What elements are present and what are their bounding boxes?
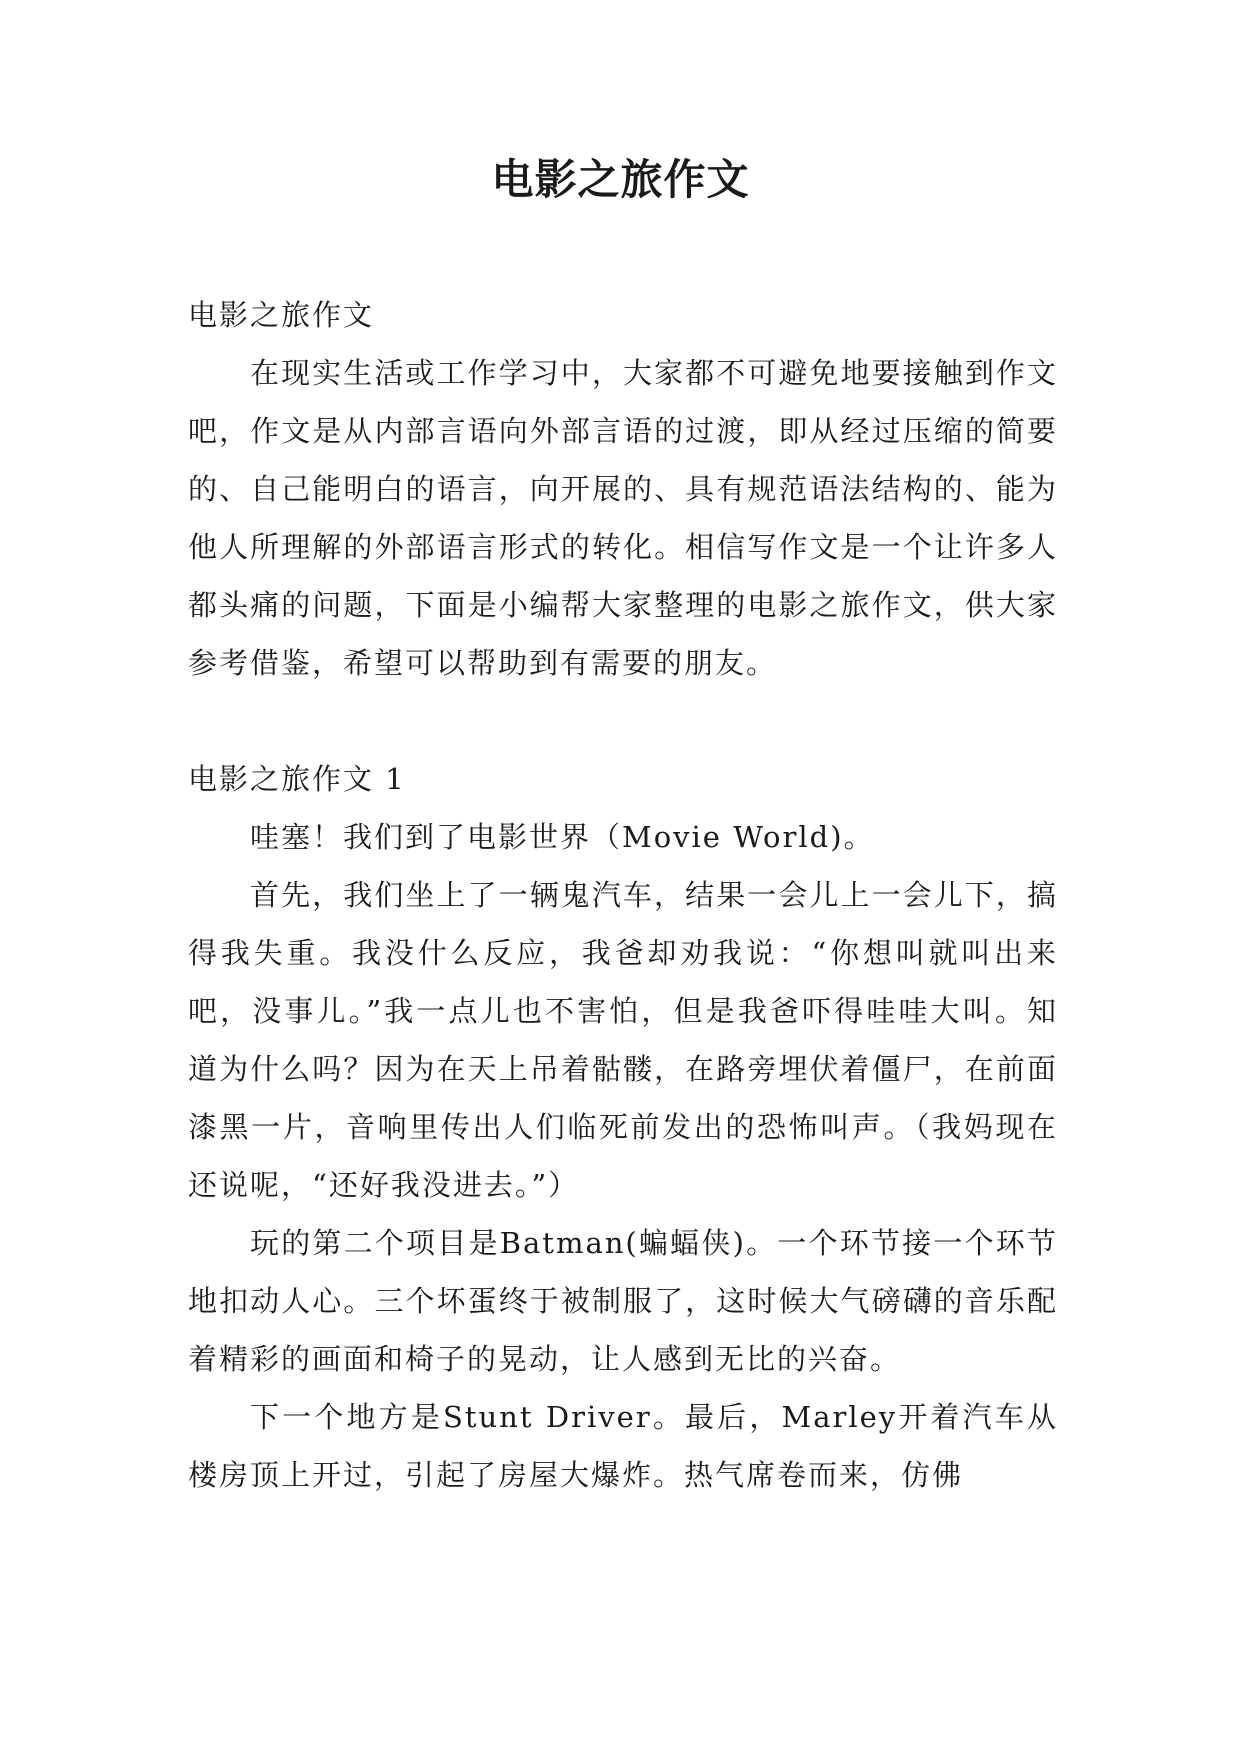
paragraph: 玩的第二个项目是Batman(蝙蝠侠)。一个环节接一个环节地扣动人心。三个坏蛋终于被制服了，这时候大气磅礴的音乐配着精彩的画面和椅子的晃动，让人感到无比的兴奋。 [188, 1226, 1058, 1376]
intro-paragraph: 在现实生活或工作学习中，大家都不可避免地要接触到作文吧，作文是从内部言语向外部言语的过渡，即从经过压缩的简要的、自己能明白的语言，向开展的、具有规范语法结构的、能为他人所理解的外部语言形式的转化。相信写作文是一个让许多人都头痛的问题，下面是小编帮大家整理的电影之旅作文，供大家参考借鉴，希望可以帮助到有需要的朋友。 [188, 356, 1058, 680]
paragraph: 首先，我们坐上了一辆鬼汽车，结果一会儿上一会儿下，搞得我失重。我没什么反应，我爸却劝我说：“你想叫就叫出来吧，没事儿。”我一点儿也不害怕，但是我爸吓得哇哇大叫。知道为什么吗？因为在天上吊着骷髅，在路旁埋伏着僵尸，在前面漆黑一片，音响里传出人们临死前发出的恐怖叫声。（我妈现在还说呢，“还好我没进去。”） [188, 878, 1058, 1202]
intro-heading: 电影之旅作文 [188, 298, 375, 332]
document-body [188, 286, 1058, 1504]
paragraph: 下一个地方是Stunt Driver。最后，Marley开着汽车从楼房顶上开过，引起了房屋大爆炸。热气席卷而来，仿佛 [188, 1400, 1058, 1492]
section-spacer [188, 692, 1058, 750]
section-heading: 电影之旅作文 1 [188, 762, 406, 796]
paragraph: 哇塞！我们到了电影世界（Movie World)。 [250, 820, 875, 854]
document-title: 电影之旅作文 [491, 155, 750, 204]
